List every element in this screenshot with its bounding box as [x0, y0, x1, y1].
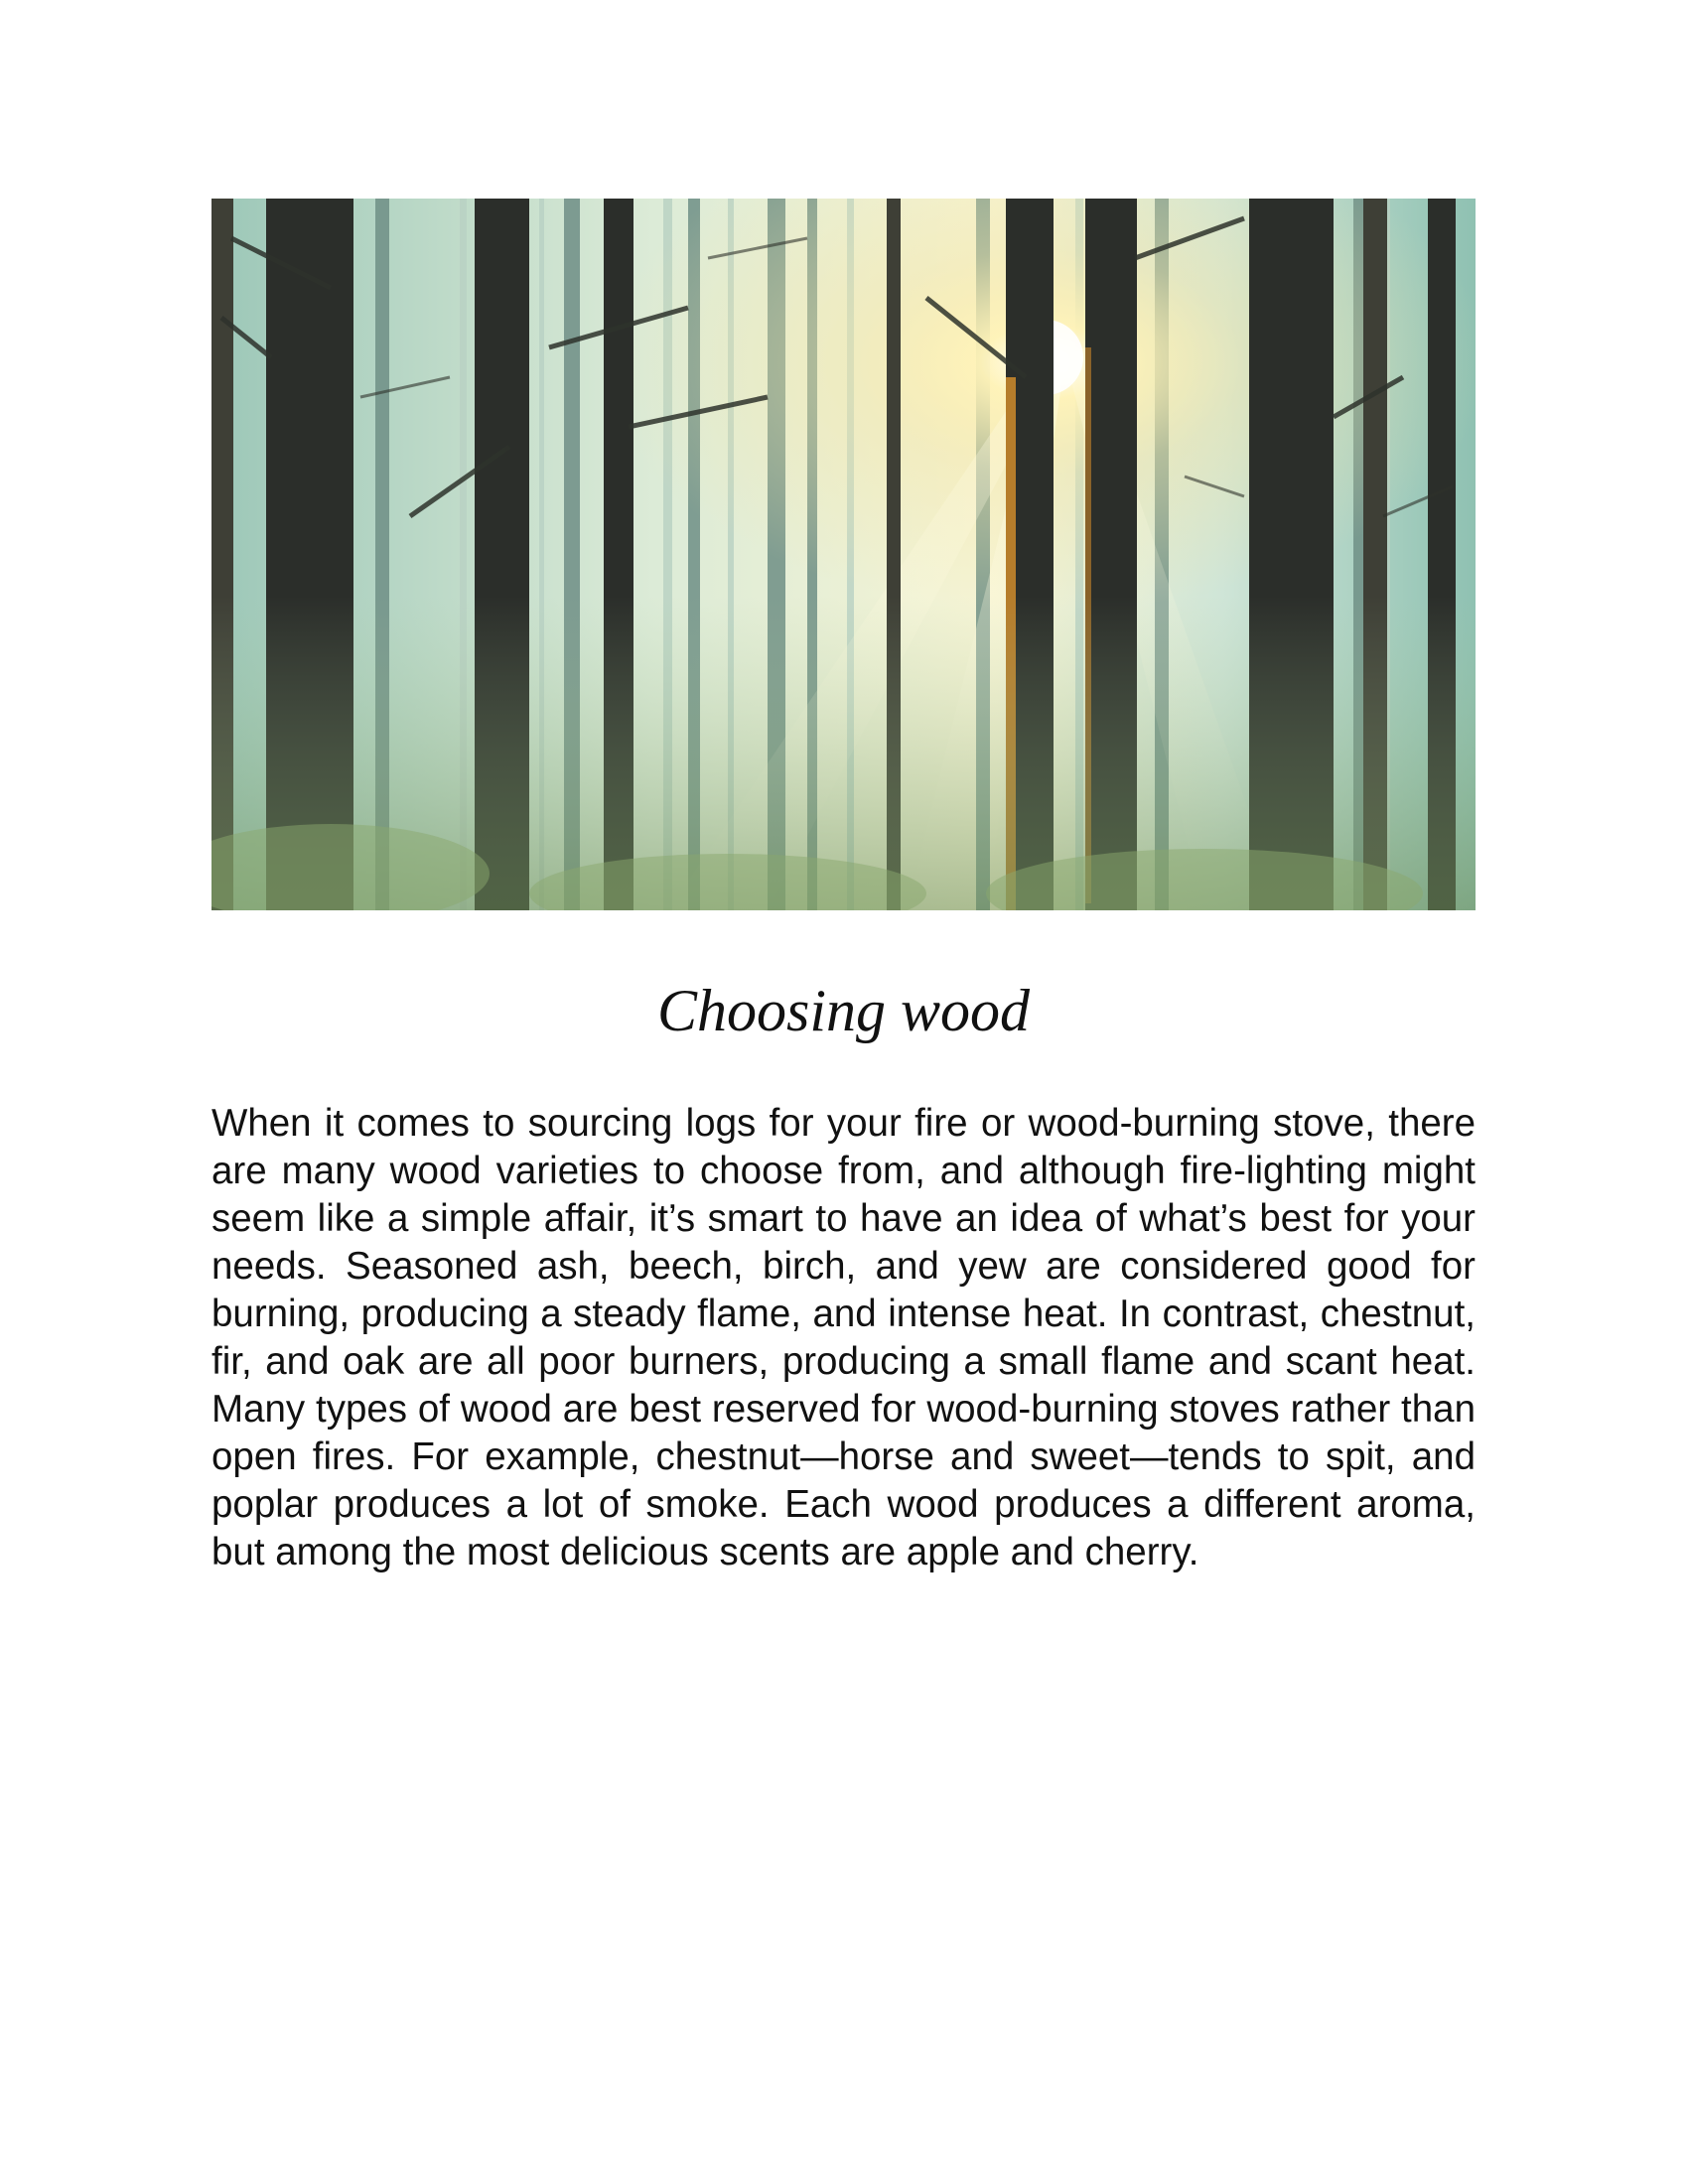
- page-title: Choosing wood: [656, 978, 1031, 1043]
- forest-illustration: [211, 199, 1476, 910]
- article-paragraph: When it comes to sourcing logs for your fire or wood-burning stove, there are many wood varieties to choose from, and although fire-lighting might seem like a simple affair, it’s smart to have an idea of what’s best for your needs. Seasoned ash, beech, birch, and yew are considered good for burning, producing a steady flame, and intense heat. In contrast, chestnut, fir, and oak are all poor burners, producing a small flame and scant heat. Many types of wood are best reserved for wood-burning stoves rather than open fires. For example, chestnut—horse and sweet—tends to spit, and poplar produces a lot of smoke. Each wood produces a different aroma, but among the most delicious scents are apple and cherry.: [211, 1102, 1476, 1573]
- forest-photo: [211, 199, 1476, 910]
